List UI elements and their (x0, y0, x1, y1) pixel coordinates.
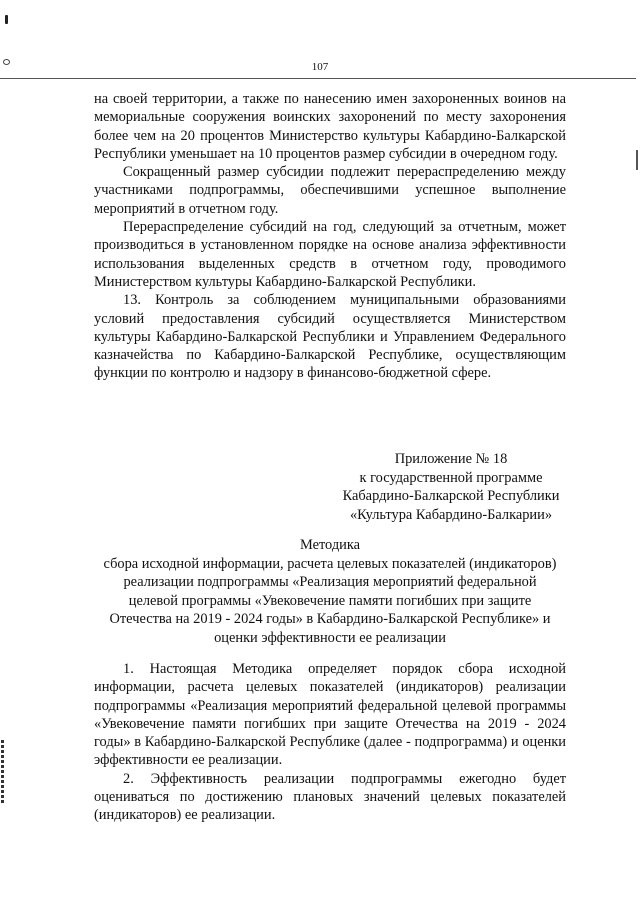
methodology-description: сбора исходной информации, расчета целевых показателей (индикаторов) реализации подпрограммы «Реализация мероприятий федеральной целевой программы «Увековечение памяти погибших при защите Отечества на 2019 - 2024 годы» в Кабардино-Балкарской Республике» и оценки эффективности ее реализации (103, 555, 557, 646)
appendix-line: Кабардино-Балкарской Республики (342, 488, 560, 505)
scan-artifact (1, 740, 4, 805)
scan-artifact (5, 15, 8, 24)
appendix-line: к государственной программе (359, 469, 543, 486)
methodology-heading (94, 536, 566, 648)
appendix-line: «Культура Кабардино-Балкарии» (349, 506, 553, 523)
scan-artifact (636, 150, 638, 170)
paragraph: на своей территории, а также по нанесению имен захороненных воинов на мемориальные сооружения воинских захоронений по месту захоронения более чем на 20 процентов Министерство культуры Кабардино-Балкарской Республики уменьшает на 10 процентов размер субсидии в очередном году. (94, 91, 566, 162)
page-number: 107 (311, 61, 329, 73)
paragraph: Сокращенный размер субсидии подлежит перераспределению между участниками подпрограммы, обеспечившими успешное выполнение мероприятий в отчетном году. (94, 164, 566, 217)
appendix-line: Приложение № 18 (394, 451, 508, 467)
header-divider (0, 78, 636, 79)
paragraph: 13. Контроль за соблюдением муниципальными образованиями условий предоставления субсидий осуществляется Министерством культуры Кабардино-Балкарской Республики и Управлением Федерального казначейства по Кабардино-Балкарской Республике, осуществляющим функции по контролю и надзору в финансово-бюджетной сфере. (94, 292, 566, 382)
top-text-section (94, 90, 566, 383)
paragraph: Перераспределение субсидий на год, следующий за отчетным, может производиться в установленном порядке на основе анализа эффективности использования выделенных средств в отчетном году, проводимого Министерством культуры Кабардино-Балкарской Республики. (94, 219, 566, 290)
paragraph: 2. Эффективность реализации подпрограммы ежегодно будет оцениваться по достижению плановых значений целевых показателей (индикаторов) ее реализации. (94, 770, 566, 824)
appendix-header (320, 450, 582, 524)
bottom-text-section (94, 660, 566, 825)
paragraph: 1. Настоящая Методика определяет порядок сбора исходной информации, расчета целевых показателей (индикаторов) реализации подпрограммы «Реализация мероприятий федеральной целевой программы «Увековечение памяти погибших при защите Отечества на 2019 - 2024 годы» в Кабардино-Балкарской Республике (далее - подпрограмма) и оценки эффективности ее реализации. (94, 661, 566, 769)
methodology-title: Методика (299, 537, 361, 553)
